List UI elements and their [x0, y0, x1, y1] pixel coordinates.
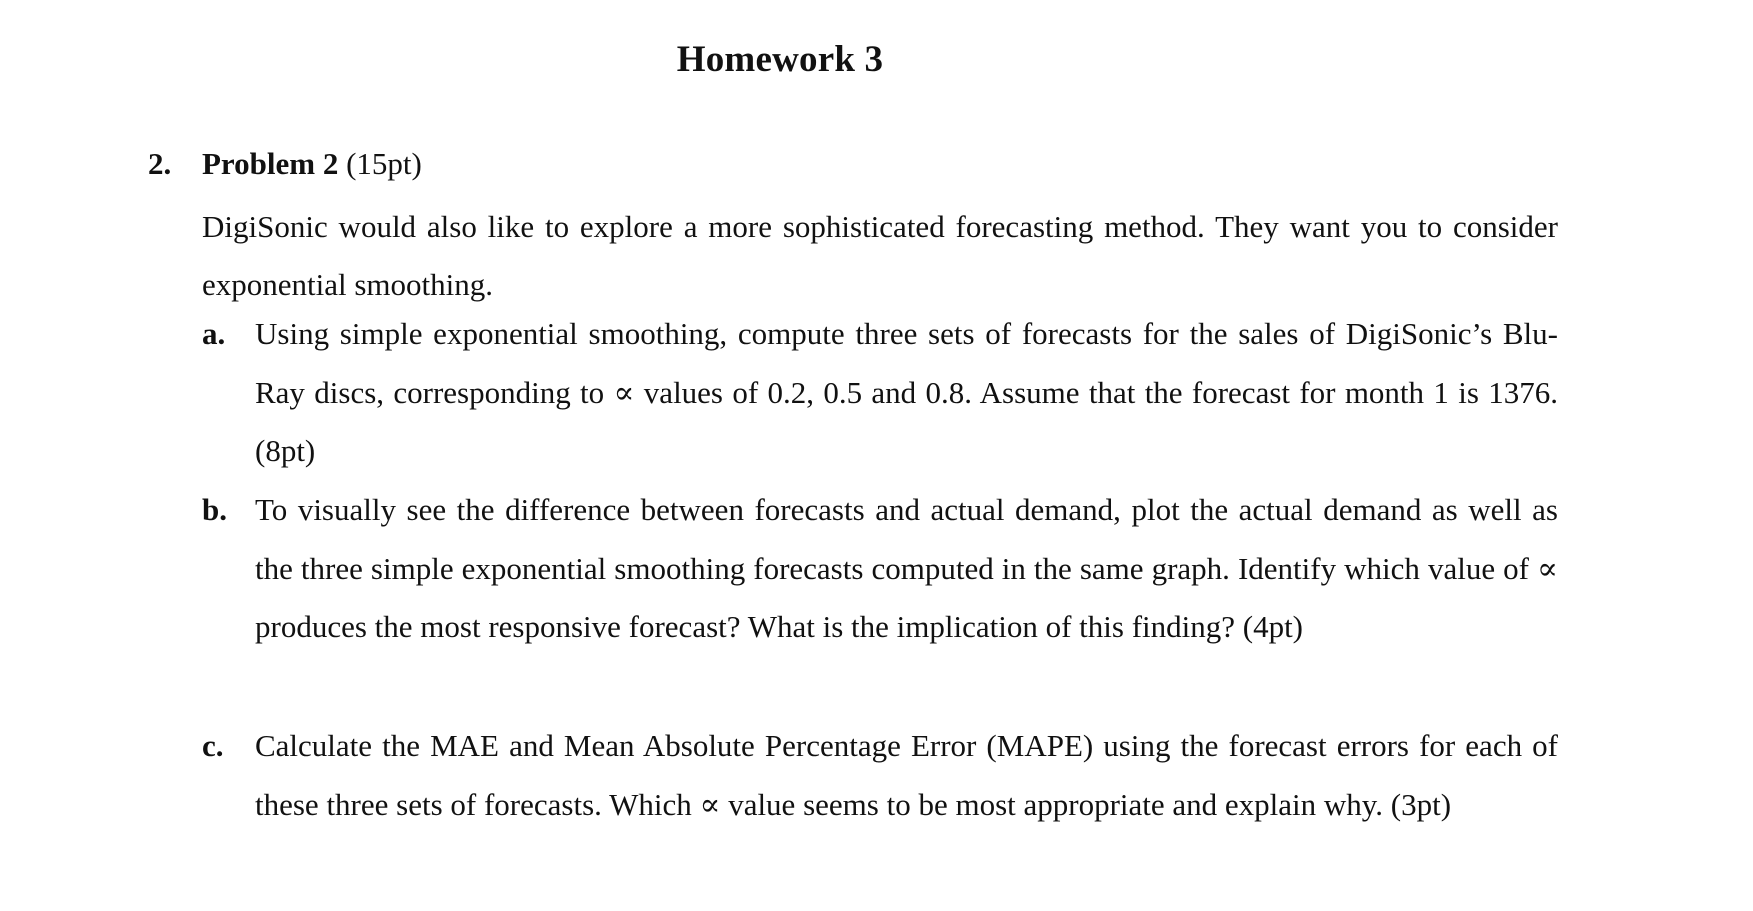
list-item	[202, 717, 1558, 834]
list-item	[202, 305, 1558, 481]
problem-heading	[148, 146, 422, 182]
item-text-a: Using simple exponential smoothing, compute three sets of forecasts for the sales of DigiSonic’s Blu-Ray discs, corresponding to ∝ values of 0.2, 0.5 and 0.8. Assume that the forecast for month 1 is 1376. (8pt)	[255, 316, 1558, 468]
page-title: Homework 3	[676, 39, 884, 80]
list-item	[202, 481, 1558, 657]
problem-number: 2.	[148, 146, 172, 181]
problem-points: (15pt)	[338, 146, 422, 181]
item-marker-c: c.	[202, 728, 224, 763]
item-marker-b: b.	[202, 492, 227, 527]
item-text-c: Calculate the MAE and Mean Absolute Percentage Error (MAPE) using the forecast errors for each of these three sets of forecasts. Which ∝ value seems to be most appropriate and explain why. (3pt)	[255, 728, 1558, 822]
item-marker-a: a.	[202, 316, 226, 351]
problem-name: Problem 2	[202, 146, 339, 181]
item-text-b: To visually see the difference between forecasts and actual demand, plot the actual demand as well as the three simple exponential smoothing forecasts computed in the same graph. Identify which value of ∝ produces the most responsive forecast? What is the implication of this finding? (4pt)	[255, 492, 1558, 644]
problem-intro: DigiSonic would also like to explore a more sophisticated forecasting method. They want you to consider exponential smoothing.	[202, 209, 1558, 302]
